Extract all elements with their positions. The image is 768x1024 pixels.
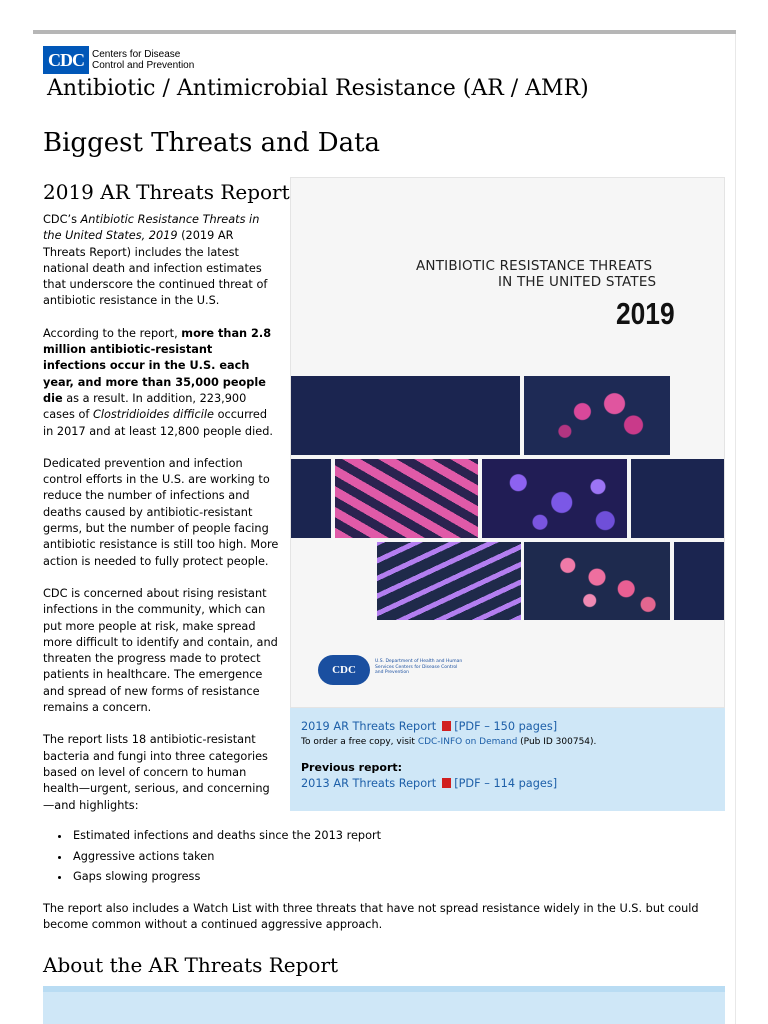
program-title[interactable]: Antibiotic / Antimicrobial Resistance (AR / AMR) [47,76,589,101]
cover-year: 2019 [616,296,675,331]
list-item: • Aggressive actions taken [71,847,381,868]
logo-line-1: Centers for Disease [92,49,181,60]
report-2019-link[interactable]: 2019 AR Threats Report [301,720,437,733]
pdf-icon [442,721,451,731]
report-2013-pdf-link[interactable]: [PDF – 114 pages] [454,777,558,790]
previous-report-row [301,776,714,792]
hhs-text: U.S. Department of Health and Human Services Centers for Disease Control and Prevention [375,659,463,675]
list-item: • Gaps slowing progress [71,867,381,888]
cdc-logo-text [92,49,194,71]
top-divider [33,30,736,34]
cover-tile-bacteria-4 [377,542,521,620]
intro-paragraph-3: Dedicated prevention and infection control efforts in the U.S. are working to reduce the number of infections and deaths caused by antibiotic-resistant germs, but the number of people facing antibiotic resistance is still too high. More action is needed to fully protect people. [43,456,279,568]
cover-tile [674,542,725,620]
intro-paragraph-1 [43,212,279,310]
intro-paragraph-5: The report lists 18 antibiotic-resistant bacteria and fungi into three categories based on level of concern to human health—urgent, serious, and concerning—and highlights: [43,733,270,812]
cdc-info-link[interactable]: CDC-INFO on Demand [417,737,518,747]
text-run: (2019 AR Threats Report) includes the latest national death and infection estimates that underscore the continued threat of antibiotic resistance in the U.S. [43,229,268,308]
report-links-box [290,708,725,811]
report-title-italic: Antibiotic Resistance Threats in the United States, 2019 [43,213,260,243]
text-run: as a result. In addition, 223,900 cases of [43,391,247,422]
intro-text [43,212,279,830]
hhs-cdc-logo: CDC [318,655,370,685]
cover-title [416,258,716,290]
cover-title-line-2: IN THE UNITED STATES [498,274,657,290]
cover-tile-bacteria-3 [482,459,627,538]
report-2019-pdf-link[interactable]: [PDF – 150 pages] [454,720,558,733]
cover-tile [291,459,331,538]
cover-tile-bacteria-5 [524,542,670,620]
about-section-title: About the AR Threats Report [43,953,339,977]
report-cover-image[interactable] [290,177,725,708]
cover-title-line-1: ANTIBIOTIC RESISTANCE THREATS [416,258,653,274]
logo-line-2: Control and Prevention [92,60,195,71]
page-title: Biggest Threats and Data [43,128,381,158]
previous-report-label: Previous report: [301,761,403,774]
text-run: occurred in 2017 and at least 12,800 people died. [43,408,273,438]
intro-paragraph-4: CDC is concerned about rising resistant infections in the community, which can put more people at risk, make spread more difficult to identify and contain, and threaten the progress made to protect patients in healthcare. The emergence and spread of new forms of resistance remains a concern. [43,586,278,715]
text-run: To order a free copy, visit [301,737,418,747]
watch-list-paragraph: The report also includes a Watch List with three threats that have not spread resistance widely in the U.S. but could become common without a continued aggressive approach. [43,902,699,932]
text-run: According to the report, [43,326,182,340]
cover-tile-bacteria-1 [524,376,670,455]
cover-tile [291,542,373,621]
intro-paragraph-2 [43,326,279,440]
cover-tile-bacteria-2 [335,459,478,538]
text-run: CDC’s [43,213,81,226]
section-title: 2019 AR Threats Report [43,180,290,204]
list-item: • Estimated infections and deaths since the 2013 report [71,826,381,847]
cdc-logo-mark: CDC [43,46,89,74]
organism-name: Clostridioides difficile [92,408,214,422]
about-section-box [43,986,725,1024]
report-link-row [301,719,714,735]
page-edge [735,34,736,1024]
text-run: (Pub ID 300754). [517,737,597,747]
cover-tile [291,376,520,455]
report-2013-link[interactable]: 2013 AR Threats Report [301,777,437,790]
order-line [301,735,714,750]
highlights-list [57,826,381,888]
pdf-icon [442,778,451,788]
cover-tile [631,459,725,538]
cdc-logo[interactable] [43,46,194,74]
key-statistic: more than 2.8 million antibiotic-resistant infections occur in the U.S. each year, and more than 35,000 people die [43,326,272,405]
